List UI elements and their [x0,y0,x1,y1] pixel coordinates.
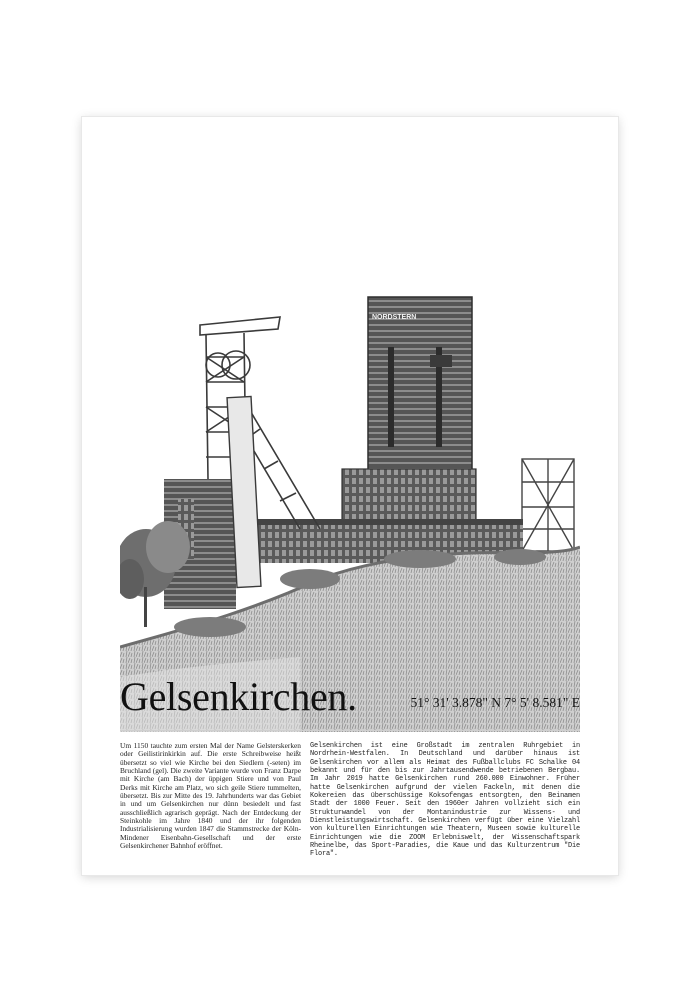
city-description-text: Gelsenkirchen ist eine Großstadt im zentralen Ruhrgebiet in Nordrhein-Westfalen. In Deutschland und darüber hinaus ist Gelsenkirchen vor allem als Heimat des Fußballclubs FC Schalke 04 bekannt und für den bis zur Jahrtausendwende betriebenen Bergbau. Im Jahr 2019 hatte Gelsenkirchen rund 260.000 Einwohner. Früher hatte Gelsenkirchen aufgrund der vielen Fackeln, mit denen die Kokereien das überschüssige Koksofengas entsorgten, den Beinamen Stadt der 1000 Feuer. Seit den 1960er Jahren vollzieht sich ein Strukturwandel von der Montanindustrie zur Wissens- und Dienstleistungswirtschaft. Gelsenkirchen verfügt über eine Vielzahl von kulturellen Einrichtungen wie Theatern, Museen sowie kulturelle Einrichtungen wie die ZOOM Erlebniswelt, der Wissenschaftspark Rheinelbe, das Sport-Paradies, die Kaue und das Kulturzentrum "Die Flora". [310,742,580,859]
history-text: Um 1150 tauchte zum ersten Mal der Name Gelsterskerken oder Geilistirinkirkin auf. Die erste Schreibweise heißt übersetzt so viel wie Kirche bei den Siedlern (-seten) im Bruchland (gel). Die zweite Variante wurde von Franz Darpe mit Kirche (am Bach) der üppigen Stiere und von Paul Derks mit Kirche am Platz, wo sich geile Stiere tummelten, übersetzt. Bis zur Mitte des 19. Jahrhunderts war das Gebiet in und um Gelsenkirchen nur dünn besiedelt und fast ausschließlich agrarisch geprägt. Nach der Entdeckung der Steinkohle im Jahre 1840 und der ihr folgenden Industrialisierung wurden 1847 die Stammstrecke der Köln-Mindener Eisenbahn-Gesellschaft und der erste Gelsenkirchener Bahnhof eröffnet. [120,741,301,851]
poster [82,117,618,875]
photo-sign-text: NORDSTERN [372,314,417,321]
photo-zeche-nordstern [120,207,580,732]
divider [120,730,580,731]
coordinates: 51° 31' 3.878" N 7° 5' 8.581" E [410,695,580,710]
page-title: Gelsenkirchen. [120,674,357,719]
